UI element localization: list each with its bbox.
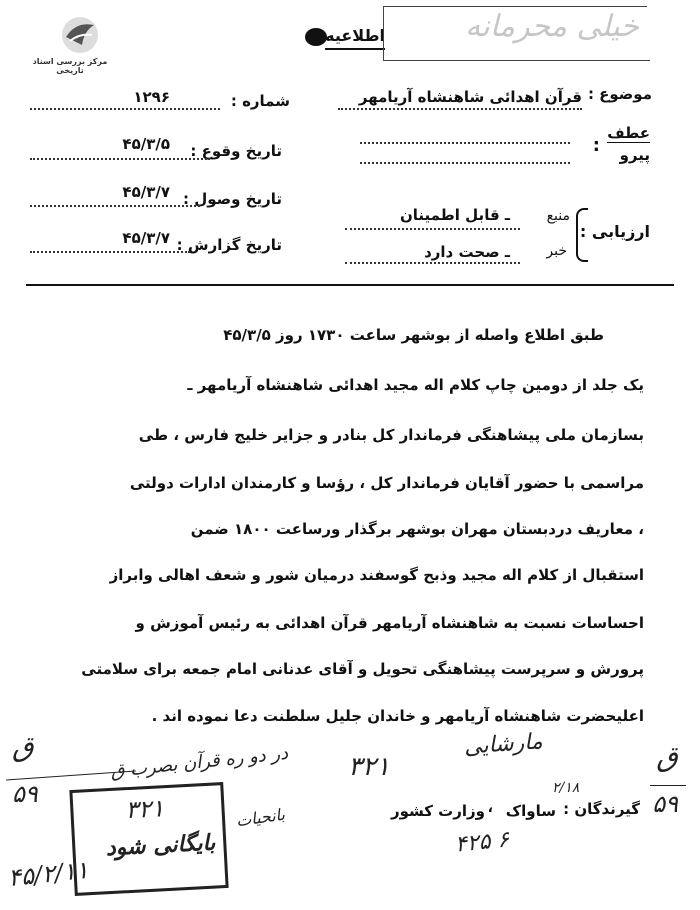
body-line: بسازمان ملی پیشاهنگی فرماندار کل بنادر و جزایر خلیج فارس ، طی <box>138 426 644 444</box>
archive-stamp-number: ۳۲۱ <box>124 794 165 825</box>
body-line: اعلیحضرت شاهنشاه آریامهر و خاندان جلیل سلطنت دعا نموده اند . <box>151 707 644 725</box>
archive-stamp <box>69 782 228 896</box>
notice-underline <box>325 48 385 50</box>
margin-mark-left-num: ۵۹ <box>12 780 38 808</box>
handwritten-left-bottom: ۴۵/۲/۱۱ <box>6 855 90 893</box>
ref-label-1: عطف <box>607 124 650 142</box>
subject-dotted-line <box>338 108 582 110</box>
ref-colon: : <box>592 135 600 156</box>
recipient-interior-ministry: وزارت کشور <box>390 802 485 820</box>
header-rule <box>383 60 650 61</box>
ref-dotted-line-2 <box>360 162 570 164</box>
margin-rule-right <box>650 785 686 786</box>
ref-label-2: پیرو <box>619 146 650 164</box>
ref-dotted-line-1 <box>360 142 570 144</box>
number-label: شماره : <box>230 92 290 110</box>
occurrence-label: تاریخ وقوع : <box>190 142 282 160</box>
handwritten-signature: مارشایی <box>463 729 544 760</box>
report-value: ۴۵/۳/۷ <box>122 229 170 247</box>
report-label: تاریخ گزارش : <box>176 236 282 254</box>
recipient-savak: ساواک <box>505 802 556 820</box>
source-value: ـ قابل اطمینان <box>399 206 510 224</box>
evaluation-brace <box>576 208 588 262</box>
receipt-dotted-line <box>30 205 200 207</box>
classification-stamp-text: خیلی محرمانه <box>465 9 639 44</box>
news-dotted-line <box>345 262 520 264</box>
body-line: یک جلد از دومین چاپ کلام اله مجید اهدائی شاهنشاه آریامهر ـ <box>187 376 644 394</box>
body-line: مراسمی با حضور آقایان فرماندار کل ، رؤسا و کارمندان ادارات دولتی <box>129 474 644 492</box>
subject-label: موضوع : <box>587 85 652 103</box>
occurrence-dotted-line <box>30 158 210 160</box>
source-dotted-line <box>345 228 520 230</box>
header-divider <box>26 284 674 286</box>
handwritten-note-1: در دو ره قرآن بصرب ق <box>109 742 289 783</box>
evaluation-label: ارزیابی : <box>579 222 650 241</box>
body-line: احساسات نسبت به شاهنشاه آریامهر قرآن اهدائی به رئیس آموزش و <box>135 614 644 632</box>
receipt-value: ۴۵/۳/۷ <box>122 183 170 201</box>
source-label: منبع <box>546 208 570 224</box>
number-dotted-line <box>30 108 220 110</box>
handwritten-bottom-numbers: ۴۲۵ ۶ <box>453 827 511 858</box>
occurrence-value: ۴۵/۳/۵ <box>122 135 170 153</box>
receipt-label: تاریخ وصول : <box>182 190 282 208</box>
news-label: خبر <box>546 243 567 259</box>
archive-logo-icon <box>58 15 102 55</box>
number-value: ۱۲۹۶ <box>133 88 170 106</box>
body-line: ، معاریف دردبستان مهران بوشهر برگذار ورساعت ۱۸۰۰ ضمن <box>190 520 644 538</box>
notice-label: اطلاعیه <box>325 26 385 45</box>
logo-text: مرکز بررسی اسناد تاریخی <box>32 57 108 75</box>
subject-value: قرآن اهدائی شاهنشاه آریامهر <box>358 88 582 106</box>
notice-blob <box>305 28 327 46</box>
recipient-separator: ، <box>487 800 493 816</box>
handwritten-small-number: ۲/۱۸ <box>552 780 580 796</box>
margin-mark-right-num: ۵۹ <box>652 790 678 818</box>
margin-mark-right-top: ق <box>656 740 678 773</box>
body-line: استقبال از کلام اله مجید وذبح گوسفند درمیان شور و شعف اهالی وابراز <box>109 566 644 584</box>
classification-stamp <box>383 6 647 61</box>
handwritten-note-2: بانحیات <box>234 804 286 831</box>
news-value: ـ صحت دارد <box>424 243 510 261</box>
archive-stamp-text: بایگانی شود <box>105 829 216 862</box>
margin-mark-left-top: ق <box>12 730 34 763</box>
report-dotted-line <box>30 251 190 253</box>
logo <box>20 15 120 75</box>
notice-label-box <box>305 20 385 48</box>
body-line: طبق اطلاع واصله از بوشهر ساعت ۱۷۳۰ روز ۴۵/۳/۵ <box>223 326 604 344</box>
recipients-label: گیرندگان : <box>563 800 640 818</box>
body-line: پرورش و سرپرست پیشاهنگی تحویل و آقای عدنانی امام جمعه برای سلامتی <box>81 660 644 678</box>
handwritten-number-321: ۳۲۱ <box>348 752 390 782</box>
